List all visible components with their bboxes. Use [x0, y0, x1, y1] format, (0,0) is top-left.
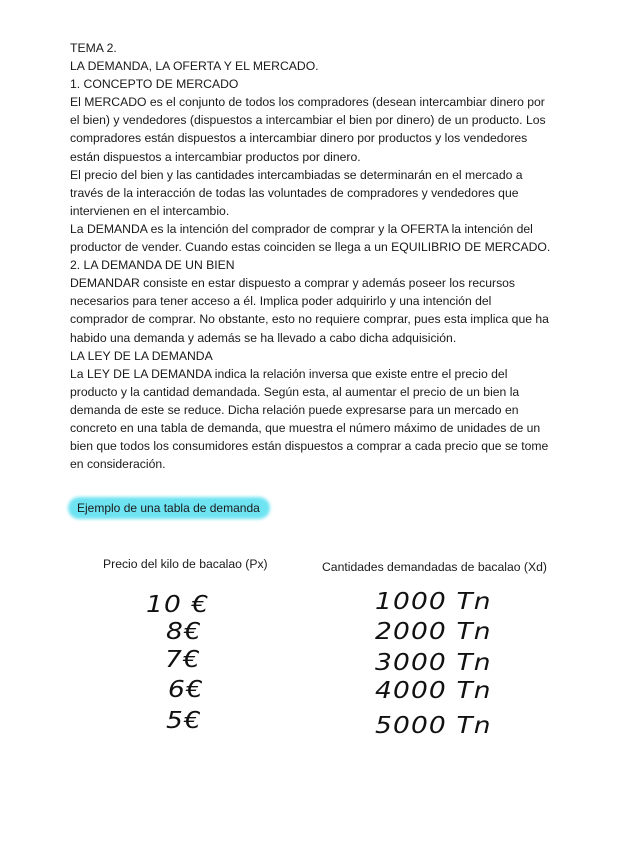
quantity-value: 5000 Tn — [375, 713, 492, 739]
paragraph-line: concreto en una tabla de demanda, que muestra el número máximo de unidades de un — [70, 420, 541, 435]
heading-title: LA DEMANDA, LA OFERTA Y EL MERCADO. — [70, 59, 319, 74]
section-heading: LA LEY DE LA DEMANDA — [70, 348, 213, 363]
paragraph-line: La DEMANDA es la intención del comprador de comprar y la OFERTA la intención del — [70, 221, 533, 236]
price-value: 10 € — [146, 592, 210, 618]
paragraph-line: en consideración. — [70, 457, 166, 472]
quantity-value: 3000 Tn — [375, 650, 492, 676]
paragraph-line: El MERCADO es el conjunto de todos los compradores (desean intercambiar dinero por — [70, 95, 545, 110]
paragraph-line: demanda de este se reduce. Dicha relación puede expresarse para un mercado en — [70, 402, 519, 417]
paragraph-line: producto y la cantidad demandada. Según esta, al aumentar el precio de un bien la — [70, 384, 520, 399]
paragraph-line: través de la interacción de todas las voluntades de compradores y vendedores que — [70, 185, 519, 200]
paragraph-line: intervienen en el intercambio. — [70, 203, 230, 218]
heading-tema: TEMA 2. — [70, 41, 117, 55]
body-text — [70, 39, 570, 473]
paragraph-line: El precio del bien y las cantidades intercambiadas se determinarán en el mercado a — [70, 167, 523, 182]
paragraph-line: el bien) y vendedores (dispuestos a intercambiar el bien por dinero) de un producto. Los — [70, 113, 546, 128]
section-heading: 1. CONCEPTO DE MERCADO — [70, 77, 239, 92]
paragraph-line: bien que todos los consumidores están dispuestos a comprar a cada precio que se tome — [70, 439, 549, 454]
price-value: 6€ — [168, 677, 204, 703]
example-label: Ejemplo de una tabla de demanda — [77, 501, 260, 515]
section-heading: 2. LA DEMANDA DE UN BIEN — [70, 258, 235, 273]
price-value: 8€ — [166, 619, 202, 645]
paragraph-line: comprador de comprar. No obstante, esto no requiere comprar, pues esta implica que ha — [70, 312, 549, 327]
price-column-header: Precio del kilo de bacalao (Px) — [103, 557, 268, 571]
price-value: 7€ — [165, 647, 201, 673]
paragraph-line: compradores están dispuestos a intercambiar dinero por productos y los vendedores — [70, 131, 528, 146]
paragraph-line: habido una demanda y además se ha llevado a cabo dicha adquisición. — [70, 330, 457, 345]
paragraph-line: DEMANDAR consiste en estar dispuesto a comprar y además poseer los recursos — [70, 276, 516, 291]
paragraph-line: La LEY DE LA DEMANDA indica la relación inversa que existe entre el precio del — [70, 366, 508, 381]
quantity-column-header: Cantidades demandadas de bacalao (Xd) — [322, 560, 547, 574]
paragraph-line: están dispuestos a intercambiar productos por dinero. — [70, 149, 361, 164]
price-value: 5€ — [166, 708, 202, 734]
quantity-value: 1000 Tn — [375, 589, 492, 615]
paragraph-line: productor de vender. Cuando estas coinciden se llega a un EQUILIBRIO DE MERCADO. — [70, 240, 551, 255]
paragraph-line: necesarios para tener acceso a él. Implica poder adquirirlo y una intención del — [70, 294, 492, 309]
quantity-value: 4000 Tn — [375, 678, 492, 704]
quantity-value: 2000 Tn — [375, 619, 492, 645]
